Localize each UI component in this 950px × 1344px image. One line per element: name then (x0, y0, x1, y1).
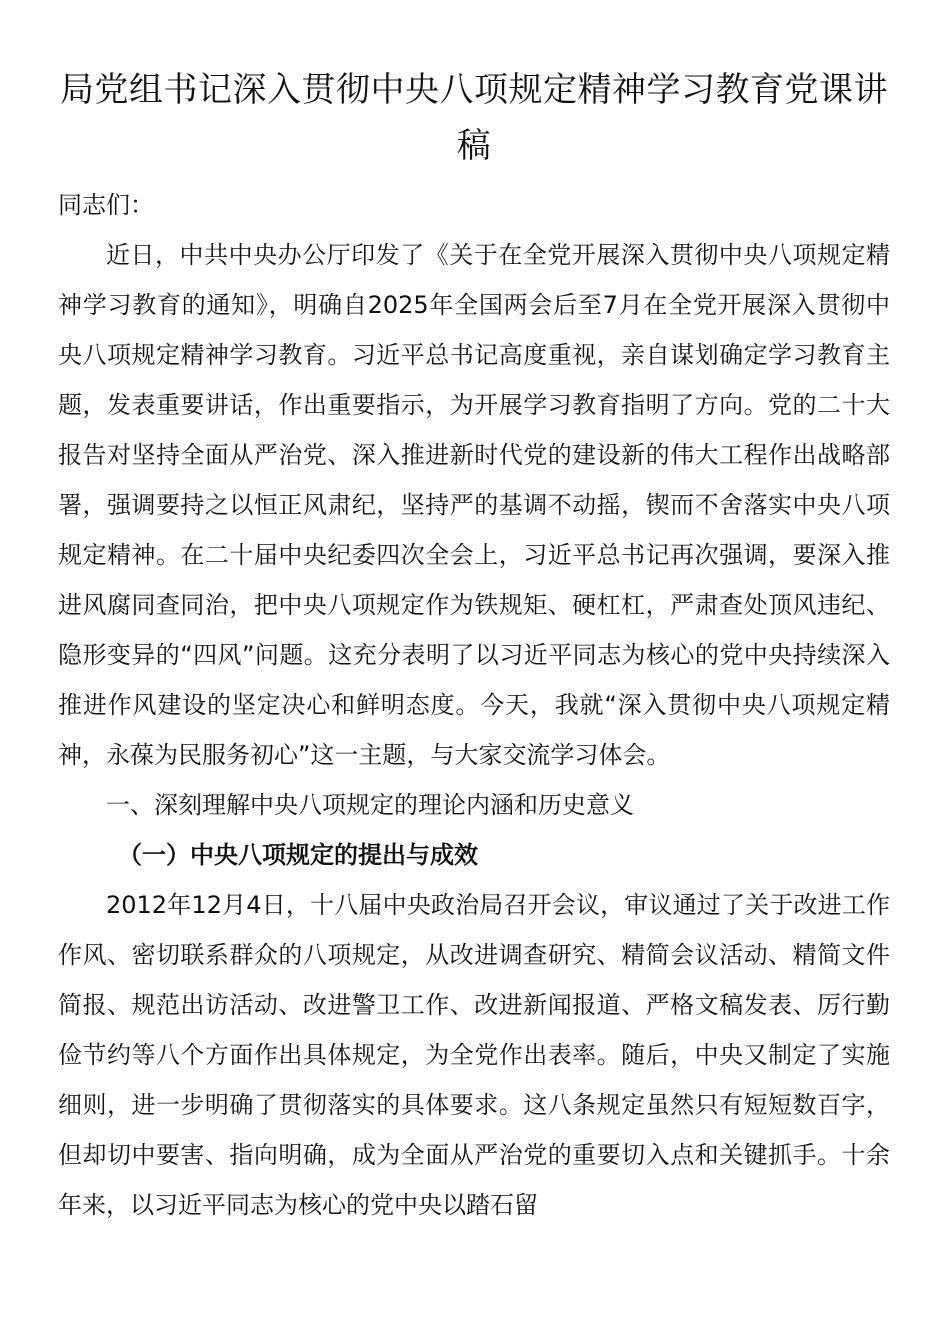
document-title: 局党组书记深入贯彻中央八项规定精神学习教育党课讲稿 (60, 70, 888, 166)
salutation: 同志们： (58, 191, 154, 219)
intro-paragraph: 近日，中共中央办公厅印发了《关于在全党开展深入贯彻中央八项规定精神学习教育的通知》，明确自2025年全国两会后至7月在全党开展深入贯彻中央八项规定精神学习教育。习近平总书记高度重视，亲自谋划确定学习教育主题，发表重要讲话，作出重要指示，为开展学习教育指明了方向。党的二十大报告对坚持全面从严治党、深入推进新时代党的建设新的伟大工程作出战略部署，强调要持之以恒正风肃纪，坚持严的基调不动摇，锲而不舍落实中央八项规定精神。在二十届中央纪委四次全会上，习近平总书记再次强调，要深入推进风腐同查同治，把中央八项规定作为铁规矩、硬杠杠，严肃查处顶风违纪、隐形变异的“四风”问题。这充分表明了以习近平同志为核心的党中央持续深入推进作风建设的坚定决心和鲜明态度。今天，我就“深入贯彻中央八项规定精神，永葆为民服务初心”这一主题，与大家交流学习体会。 (58, 241, 890, 769)
section-heading: 一、深刻理解中央八项规定的理论内涵和历史意义 (106, 791, 634, 819)
subsection-heading: （一）中央八项规定的提出与成效 (118, 841, 478, 869)
body-paragraph: 2012年12月4日，十八届中央政治局召开会议，审议通过了关于改进工作作风、密切联系群众的八项规定，从改进调查研究、精简会议活动、精简文件简报、规范出访活动、改进警卫工作、改进新闻报道、严格文稿发表、厉行勤俭节约等八个方面作出具体规定，为全党作出表率。随后，中央又制定了实施细则，进一步明确了贯彻落实的具体要求。这八条规定虽然只有短短数百字，但却切中要害、指向明确，成为全面从严治党的重要切入点和关键抓手。十余年来，以习近平同志为核心的党中央以踏石留 (58, 891, 890, 1219)
